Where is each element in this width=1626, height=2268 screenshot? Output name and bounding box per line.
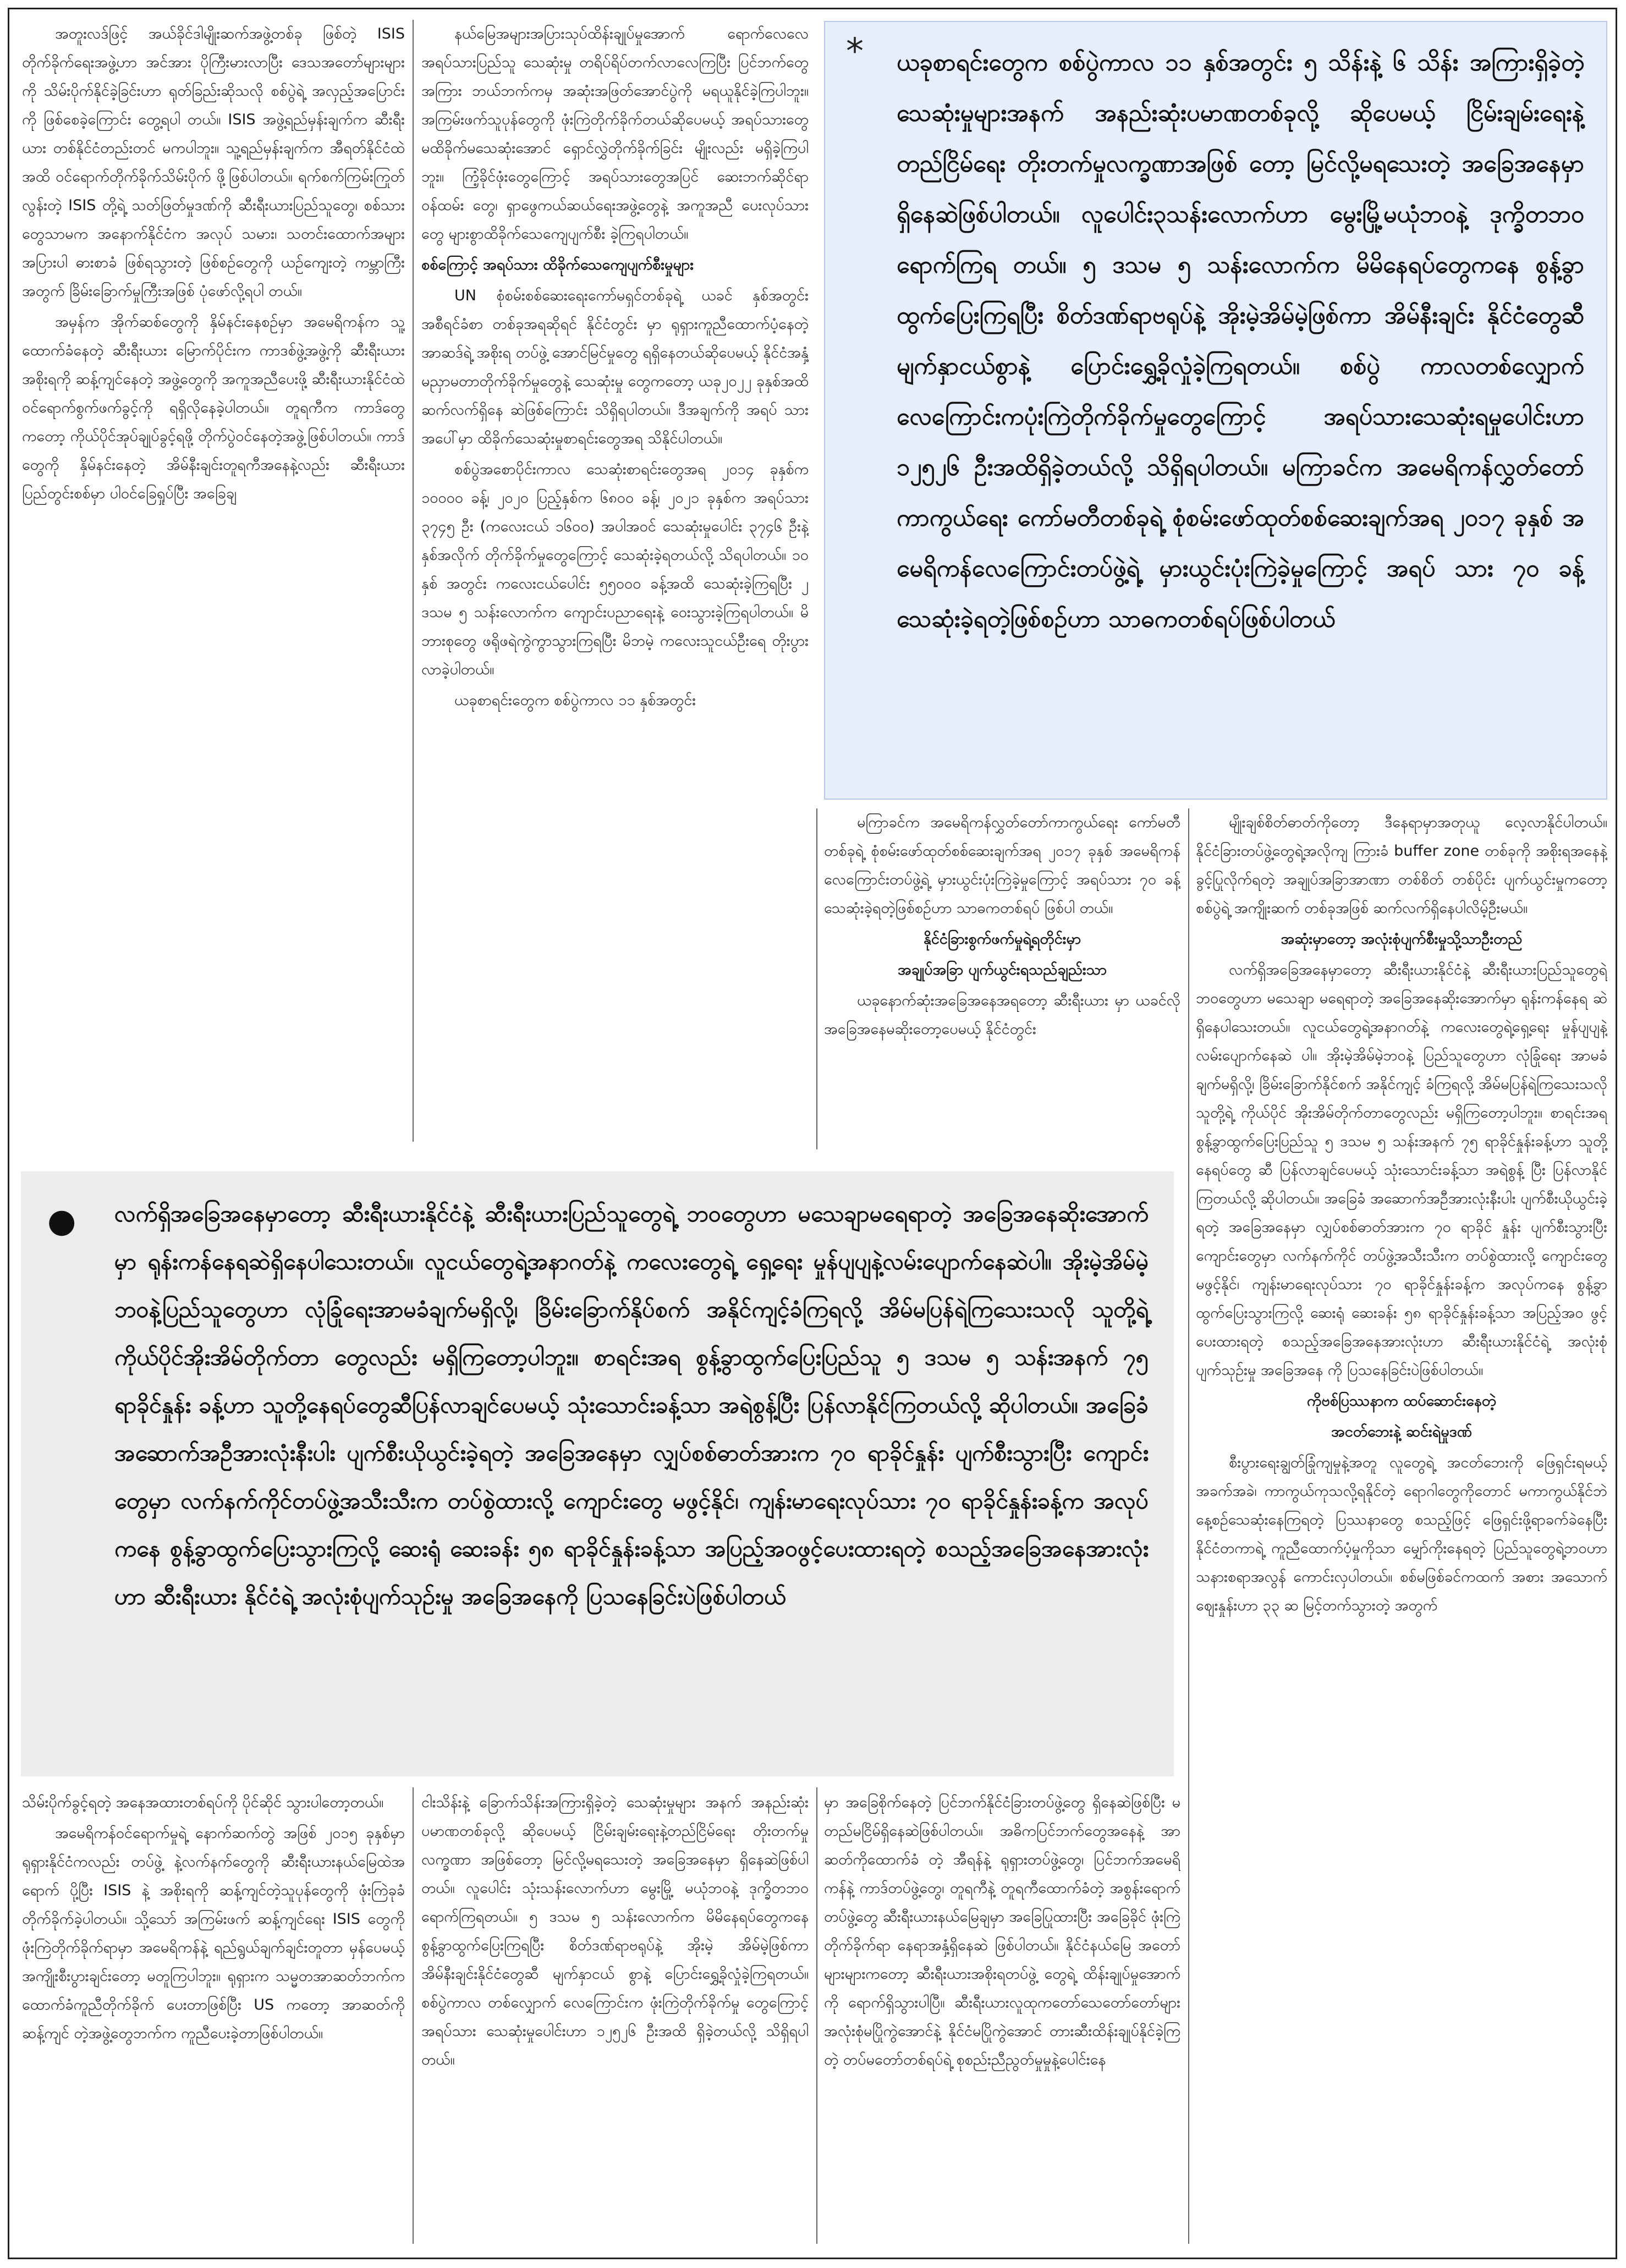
paragraph: အတူးလဒ်ဖြင့် အယ်ခိုင်ဒါမျိုးဆက်အဖွဲ့တစ်ခု ဖြစ်တဲ့ ISIS တိုက်ခိုက်ရေးအဖွဲ့ဟာ အင်အား ပိုကြီးမားလာပြီး ဒေသအတော်များများကို သိမ်းပိုက်နိုင်ခဲ့ခြင်းဟာ ရုတ်ခြည်းဆိုသလို စစ်ပွဲရဲ့ အလှည့်အပြောင်းကို ဖြစ်စေခဲ့ကြောင်း တွေ့ရပါ တယ်။ ISIS အဖွဲ့ရည်မှန်းချက်က ဆီးရီးယား တစ်နိုင်ငံတည်းတင် မကပါဘူး။ သူ့ရည်မှန်းချက်က အီရတ်နိုင်ငံထဲအထိ ဝင်ရောက်တိုက်ခိုက်သိမ်းပိုက် ဖို့ဖြစ်ပါတယ်။ ရက်စက်ကြမ်းကြုတ်လွန်းတဲ့ ISIS တို့ရဲ့ သတ်ဖြတ်မှုဒဏ်ကို ဆီးရီးယားပြည်သူတွေ၊ စစ်သားတွေသာမက အနောက်နိုင်ငံက အလုပ် သမား၊ သတင်းထောက်အများအပြားပါ ဓားစာခံ ဖြစ်ရသွားတဲ့ ဖြစ်စဉ်တွေကို ယဉ်ကျေးတဲ့ ကမ္ဘာကြီး အတွက် ခြိမ်းခြောက်မှုကြီးအဖြစ် ပုံဖော်လို့ရပါ တယ်။ (22, 25, 405, 300)
paragraph: UN စုံစမ်းစစ်ဆေးရေးကော်မရှင်တစ်ခုရဲ့ ယခင် နှစ်အတွင်း အစီရင်ခံစာ တစ်ခုအရဆိုရင် နိုင်ငံတွင်း မှာ ရုရှားကူညီထောက်ပံ့နေတဲ့ အာဆဒ်ရဲ့ အစိုးရ တပ်ဖွဲ့ အောင်မြင်မှုတွေ ရရှိနေတယ်ဆိုပေမယ့် နိုင်ငံအနှံ့ မညှာမတာတိုက်ခိုက်မှုတွေနဲ့ သေဆုံးမှု တွေကတော့ ယခု၂၀၂၂ ခုနှစ်အထိ ဆက်လက်ရှိနေ ဆဲဖြစ်ကြောင်း သိရှိရပါတယ်။ ဒီအချက်ကို အရပ် သားအပေါ်မှာ ထိခိုက်သေဆုံးမှုစာရင်းတွေအရ သိနိုင်ပါတယ်။ (421, 287, 809, 447)
paragraph: လက်ရှိအခြေအနေမှာတော့ ဆီးရီးယားနိုင်ငံနဲ့ ဆီးရီးယားပြည်သူတွေရဲ့ ဘဝတွေဟာ မသေချာ မရေရာတဲ့ အခြေအနေဆိုးအောက်မှာ ရုန်းကန်နေရ ဆဲရှိနေပါသေးတယ်။ လူငယ်တွေရဲ့အနာဂတ်နဲ့ ကလေးတွေရဲ့ရှေ့ရေး မှုန်ပျပျနဲ့လမ်းပျောက်နေဆဲ ပါ။ အိုးမဲ့အိမ်မဲ့ဘဝနဲ့ ပြည်သူတွေဟာ လုံခြုံရေး အာမခံချက်မရှိလို့၊ ခြိမ်းခြောက်နိုင်စက် အနိုင်ကျင့် ခံကြရလို့ အိမ်မပြန်ရဲကြသေးသလို သူတို့ရဲ့ ကိုယ်ပိုင် အိုးအိမ်တိုက်တာတွေလည်း မရှိကြတော့ပါဘူး။ စာရင်းအရ စွန့်ခွာထွက်ပြေးပြည်သူ ၅ ဒသမ ၅ သန်းအနက် ၇၅ ရာခိုင်နှုန်းခန့်ဟာ သူတို့နေရပ်တွေ ဆီ ပြန်လာချင်ပေမယ့် သုံးသောင်းခန့်သာ အရဲစွန့် ပြီး ပြန်လာနိုင်ကြတယ်လို့ ဆိုပါတယ်။ အခြေခံ အဆောက်အဦအားလုံးနီးပါး ပျက်စီးယိုယွင်းခဲ့ရတဲ့ အခြေအနေမှာ လျှပ်စစ်ဓာတ်အားက ၇၀ ရာခိုင် နှုန်း ပျက်စီးသွားပြီး ကျောင်းတွေမှာ လက်နက်ကိုင် တပ်ဖွဲ့အသီးသီးက တပ်စွဲထားလို့ ကျောင်းတွေ မဖွင့်နိုင်၊ ကျန်းမာရေးလုပ်သား ၇၀ ရာခိုင်နှုန်းခန့်က အလုပ်ကနေ စွန့်ခွာထွက်ပြေးသွားကြလို့ ဆေးရုံ ဆေးခန်း ၅၈ ရာခိုင်နှုန်းခန့်သာ အပြည့်အဝ ဖွင့်ပေးထားရတဲ့ စသည့်အခြေအနေအားလုံးဟာ ဆီးရီးယားနိုင်ငံရဲ့ အလုံးစုံပျက်သုဉ်းမှု အခြေအနေ ကို ပြသနေခြင်းပဲဖြစ်ပါတယ်။ (1196, 961, 1607, 1379)
article-column-2-bottom (421, 1788, 809, 2245)
column-rule (413, 1787, 414, 2244)
paragraph: ငါးသိန်းနဲ့ ခြောက်သိန်းအကြားရှိခဲ့တဲ့ သေဆုံးမှုများ အနက် အနည်းဆုံးပမာဏတစ်ခုလို့ ဆိုပေမယ့် ငြိမ်းချမ်းရေးနဲ့တည်ငြိမ်ရေး တိုးတက်မှုလက္ခဏာ အဖြစ်တော့ မြင်လို့မရသေးတဲ့ အခြေအနေမှာ ရှိနေဆဲဖြစ်ပါတယ်။ လူပေါင်း သုံးသန်းလောက်ဟာ မွေးမြို့ မယုံဘဝနဲ့ ဒုက္ခိတဘဝရောက်ကြရတယ်။ ၅ ဒသမ ၅ သန်းလောက်က မိမိနေရပ်တွေကနေ စွန့်ခွာထွက်ပြေးကြရပြီး စိတ်ဒဏ်ရာဗရုပ်နဲ့ အိုးမဲ့ အိမ်မဲ့ဖြစ်ကာ အိမ်နီးချင်းနိုင်ငံတွေဆီ မျက်နှာငယ် စွာနဲ့ ပြောင်းရွှေ့ခိုလှုံခဲ့ကြရတယ်။ စစ်ပွဲကာလ တစ်လျှောက် လေကြောင်းက ဖုံးကြဲတိုက်ခိုက်မှု တွေကြောင့် အရပ်သား သေဆုံးမှုပေါင်းဟာ ၁၂၅၂၆ ဦးအထိ ရှိခဲ့တယ်လို့ သိရှိရပါတယ်။ (421, 1794, 809, 2068)
paragraph: အမှန်က အိုက်ဆစ်တွေကို နှိမ်နင်းနေစဉ်မှာ အမေရိကန်က သူ့ထောက်ခံနေတဲ့ ဆီးရီးယား မြောက်ပိုင်းက ကာဒစ်ဖွဲ့အဖွဲ့ကို ဆီးရီးယားအစိုးရကို ဆန့်ကျင်နေတဲ့ အဖွဲ့တွေကို အကူအညီပေးဖို့ ဆီးရီးယားနိုင်ငံထဲ ဝင်ရောက်စွက်ဖက်ခွင့်ကို ရရှိလိုနေခဲ့ပါတယ်။ တူရကီက ကာဒ်တွေကတော့ ကိုယ်ပိုင်အုပ်ချုပ်ခွင့်ရဖို့ တိုက်ပွဲဝင်နေတဲ့အဖွဲ့ဖြစ်ပါတယ်။ ကာဒ်တွေကို နှိမ်နင်းနေတဲ့ အိမ်နီးချင်းတူရကီအနေနဲ့လည်း ဆီးရီးယားပြည်တွင်းစစ်မှာ ပါဝင်ခြေရှုပ်ပြီး အခြေချ (22, 313, 405, 502)
section-subhead: အဆုံးမှာတော့ အလုံးစုံပျက်စီးမှုသို့သာဦးတည် (1281, 931, 1523, 948)
section-subhead: အငတ်ဘေးနဲ့ ဆင်းရဲမှုဒဏ် (1331, 1423, 1473, 1440)
highlight-quote-text: ယခုစာရင်းတွေက စစ်ပွဲကာလ ၁၁ နှစ်အတွင်း ၅ သိန်းနဲ့ ၆ သိန်း အကြားရှိခဲ့တဲ့ သေဆုံးမှုများအနက် အနည်းဆုံးပမာဏတစ်ခုလို့ ဆိုပေမယ့် ငြိမ်းချမ်းရေးနဲ့တည်ငြိမ်ရေး တိုးတက်မှုလက္ခဏာအဖြစ် တော့ မြင်လို့မရသေးတဲ့ အခြေအနေမှာ ရှိနေဆဲဖြစ်ပါတယ်။ လူပေါင်း၃သန်းလောက်ဟာ မွေးမြို့မယုံဘဝနဲ့ ဒုက္ခိတဘဝရောက်ကြရ တယ်။ ၅ ဒသမ ၅ သန်းလောက်က မိမိနေရပ်တွေကနေ စွန့်ခွာ ထွက်ပြေးကြရပြီး စိတ်ဒဏ်ရာဗရုပ်နဲ့ အိုးမဲ့အိမ်မဲ့ဖြစ်ကာ အိမ်နီးချင်း နိုင်ငံတွေဆီ မျက်နှာငယ်စွာနဲ့ ပြောင်းရွှေ့ခိုလှုံခဲ့ကြရတယ်။ စစ်ပွဲ ကာလတစ်လျှောက် လေကြောင်းကပုံးကြဲတိုက်ခိုက်မှုတွေကြောင့် အရပ်သားသေဆုံးရမှုပေါင်းဟာ ၁၂၅၂၆ ဦးအထိရှိခဲ့တယ်လို့ သိရှိရပါတယ်။ မကြာခင်က အမေရိကန်လွှတ်တော်ကာကွယ်ရေး ကော်မတီတစ်ခုရဲ့ စုံစမ်းဖော်ထုတ်စစ်ဆေးချက်အရ ၂၀၁၇ ခုနှစ် အမေရိကန်လေကြောင်းတပ်ဖွဲ့ရဲ့ မှားယွင်းပုံးကြဲခဲ့မှုကြောင့် အရပ် သား ၇၀ ခန့် သေဆုံးခဲ့ရတဲ့ဖြစ်စဉ်ဟာ သာဓကတစ်ရပ်ဖြစ်ပါတယ် (897, 49, 1584, 633)
paragraph: သိမ်းပိုက်ခွင့်ရတဲ့ အနေအထားတစ်ရပ်ကို ပိုင်ဆိုင် သွားပါတော့တယ်။ (22, 1794, 384, 1811)
paragraph: နယ်မြေအများအပြားသုပ်ထိန်းချုပ်မှုအောက် ရောက်လေလေ အရပ်သားပြည်သူ သေဆုံးမှု တရိပ်ရိပ်တက်လာလေကြပြီး ပြင်ဘက်တွေ အကြား ဘယ်ဘက်ကမှ အဆုံးအဖြတ်အောင်ပွဲကို မရယူနိုင်ခဲ့ကြပါဘူး။ အကြမ်းဖက်သူပုန်တွေကို ဖုံးကြဲတိုက်ခိုက်တယ်ဆိုပေမယ့် အရပ်သားတွေ မထိခိုက်မသေဆုံးအောင် ရှောင်လွှဲတိုက်ခိုက်ခြင်း မျိုးလည်း မရှိခဲ့ကြပါဘူး။ ကြံ့ခိုင်ဖုံးတွေကြောင့် အရပ်သားတွေအပြင် ဆေးဘက်ဆိုင်ရာ ဝန်ထမ်း တွေ၊ ရှာဖွေကယ်ဆယ်ရေးအဖွဲ့တွေနဲ့ အကူအညီ ပေးလုပ်သားတွေ များစွာထိခိုက်သေကျေပျက်စီး ခဲ့ကြရပါတယ်။ (421, 25, 809, 243)
paragraph: စီးပွားရေးချွတ်ခြုံကျမှုနဲ့အတူ လူတွေရဲ့ အငတ်ဘေးကို ဖြေရှင်းရမယ့် အခက်အခဲ၊ ကာကွယ်ကုသလို့ရနိုင်တဲ့ ရောဂါတွေကိုတောင် မကာကွယ်နိုင်ဘဲ နေ့စဉ်သေဆုံးနေကြရတဲ့ ပြဿနာတွေ စသည့်ဖြင့် ဖြေရှင်းဖို့ရာခက်ခဲနေပြီး နိုင်ငံတကာရဲ့ ကူညီထောက်ပံ့မှုကိုသာ မျှော်ကိုးနေရတဲ့ ပြည်သူတွေရဲ့ဘဝဟာ သနားစရာအလွန် ကောင်းလှပါတယ်။ စစ်မဖြစ်ခင်ကထက် အစား အသောက်ဈေးနှုန်းဟာ ၃၃ ဆ မြင့်တက်သွားတဲ့ အတွက် (1196, 1454, 1607, 1614)
column-rule (816, 1787, 817, 2244)
highlight-quote-box (824, 21, 1607, 800)
paragraph: အမေရိကန်ဝင်ရောက်မှုရဲ့ နောက်ဆက်တွဲ အဖြစ် ၂၀၁၅ ခုနှစ်မှာ ရုရှားနိုင်ငံကလည်း တပ်ဖွဲ့ နဲ့လက်နက်တွေကို ဆီးရီးယားနယ်မြေထဲအရောက် ပို့ပြီး ISIS နဲ့ အစိုးရကို ဆန့်ကျင်တဲ့သူပုန်တွေကို ဖုံးကြဲခုခံတိုက်ခိုက်ခဲ့ပါတယ်။ သို့သော် အကြမ်းဖက် ဆန့်ကျင်ရေး ISIS တွေကို ဖုံးကြဲတိုက်ခိုက်ရာမှာ အမေရိကန်နဲ့ ရည်ရွယ်ချက်ချင်းတူတာ မှန်ပေမယ့် အကျိုးစီးပွားချင်းတော့ မတူကြပါဘူး။ ရုရှားက သမ္မတအာဆတ်ဘက်က ထောက်ခံကူညီတိုက်ခိုက် ပေးတာဖြစ်ပြီး US ကတော့ အာဆတ်ကိုဆန့်ကျင် တဲ့အဖွဲ့တွေဘက်က ကူညီပေးခဲ့တာဖြစ်ပါတယ်။ (22, 1825, 405, 2042)
column-rule (1188, 808, 1189, 2244)
section-subhead: အချုပ်အခြာ ပျက်ယွင်းရသည်ချည်းသာ (898, 961, 1107, 978)
article-column-3-bottom (824, 1788, 1180, 2245)
article-column-3-mid (824, 808, 1180, 1149)
paragraph: စစ်ပွဲအစောပိုင်းကာလ သေဆုံးစာရင်းတွေအရ ၂၀၁၄ ခုနှစ်က ၁၀၀၀၀ ခန့်၊ ၂၀၂၀ ပြည့်နှစ်က ၆၈၀၀ ခန့်၊ ၂၀၂၁ ခုနှစ်က အရပ်သား ၃၇၄၅ ဦး (ကလေးငယ် ၁၆၀၀) အပါအဝင် သေဆုံးမှုပေါင်း ၃၇၄၆ ဦးနဲ့ နှစ်အလိုက် တိုက်ခိုက်မှုတွေကြောင့် သေဆုံးခဲ့ရတယ်လို့ သိရပါတယ်။ ၁၀ နှစ် အတွင်း ကလေးငယ်ပေါင်း ၅၅၀၀၀ ခန့်အထိ သေဆုံးခဲ့ကြရပြီး ၂ ဒသမ ၅ သန်းလောက်က ကျောင်းပညာရေးနဲ့ ဝေးသွားခဲ့ကြရပါတယ်။ မိဘားစုတွေ ဖရိုဖရဲကွဲကွာသွားကြရပြီး မိဘမဲ့ ကလေးသူငယ်ဦးရေ တိုးပွားလာခဲ့ပါတယ်။ (421, 461, 809, 678)
paragraph: မကြာခင်က အမေရိကန်လွှတ်တော်ကာကွယ်ရေး ကော်မတီတစ်ခုရဲ့ စုံစမ်းဖော်ထုတ်စစ်ဆေးချက်အရ ၂၀၁၇ ခုနှစ် အမေရိကန်လေကြောင်းတပ်ဖွဲ့ရဲ့ မှားယွင်းပုံးကြဲခဲ့မှုကြောင့် အရပ်သား ၇၀ ခန့် သေဆုံးခဲ့ရတဲ့ဖြစ်စဉ်ဟာ သာဓကတစ်ရပ် ဖြစ်ပါ တယ်။ (824, 814, 1180, 917)
article-column-2-top (421, 20, 809, 1153)
article-column-4 (1196, 808, 1607, 2244)
column-rule (413, 20, 414, 1142)
section-subhead: စစ်ကြောင့် အရပ်သား ထိခိုက်သေကျေပျက်စီးမှုများ (421, 256, 694, 273)
paragraph: ယခုစာရင်းတွေက စစ်ပွဲကာလ ၁၁ နှစ်အတွင်း (454, 692, 696, 709)
paragraph: မှာ အခြေစိုက်နေတဲ့ ပြင်ဘက်နိုင်ငံခြားတပ်ဖွဲ့တွေ ရှိနေဆဲဖြစ်ပြီး မတည်မငြိမ်ရှိနေဆဲဖြစ်ပါတယ်။ အဓိကပြင်ဘက်တွေအနေနဲ့ အာဆတ်ကိုထောက်ခံ တဲ့ အီရန်နဲ့ ရုရှားတပ်ဖွဲ့တွေ၊ ပြင်ဘက်အမေရိကန်နဲ့ ကာဒ်တပ်ဖွဲ့တွေ၊ တူရကီနဲ့ တူရကီထောက်ခံတဲ့ အစွန်းရောက်တပ်ဖွဲ့တွေ ဆီးရီးယားနယ်မြေချမှာ အခြေပြုထားပြီး အခြေခိုင် ဖုံးကြဲတိုက်ခိုက်ရာ နေရာအနှံ့ရှိနေဆဲ ဖြစ်ပါတယ်။ နိုင်ငံနယ်မြေ အတော်များများကတော့ ဆီးရီးယားအစိုးရတပ်ဖွဲ့ တွေရဲ့ ထိန်းချုပ်မှုအောက်ကို ရောက်ရှိသွားပါပြီ။ ဆီးရီးယားလူထုကတော်သေတော်တော်များ အလုံးစုံမပြိုကွဲအောင်နဲ့ နိုင်ငံမပြိုကွဲအောင် တားဆီးထိန်းချုပ်နိုင်ခဲ့ကြတဲ့ တပ်မတော်တစ်ရပ်ရဲ့ စုစည်းညီညွတ်မှုမှုနဲ့ပေါင်းနေ (824, 1794, 1180, 2068)
paragraph: မျိုးချစ်စိတ်ဓာတ်ကိုတော့ ဒီနေရာမှာအတုယူ လေ့လာနိုင်ပါတယ်။ နိုင်ငံခြားတပ်ဖွဲ့တွေရဲ့အလိုကျ ကြားခံ buffer zone တစ်ခုကို အစိုးရအနေနဲ့ ခွင့်ပြုလိုက်ရတဲ့ အချုပ်အခြာအာဏာ တစ်စိတ် တစ်ပိုင်း ပျက်ယွင်းမှုကတော့ စစ်ပွဲရဲ့ အကျိုးဆက် တစ်ခုအဖြစ် ဆက်လက်ရှိနေပါလိမ့်ဦးမယ်။ (1196, 814, 1607, 917)
bullet-icon: ● (47, 1202, 76, 1240)
column-rule (816, 808, 817, 1149)
section-subhead: ကိုဗစ်ပြဿနာက ထပ်ဆောင်းနေတဲ့ (1306, 1392, 1497, 1410)
article-column-1-bottom (22, 1788, 405, 2245)
section-subhead: နိုင်ငံခြားစွက်ဖက်မှုရဲ့ရတိုင်းမှာ (923, 931, 1081, 948)
pull-quote-text: လက်ရှိအခြေအနေမှာတော့ ဆီးရီးယားနိုင်ငံနဲ့ ဆီးရီးယားပြည်သူတွေရဲ့ ဘဝတွေဟာ မသေချာမရေရာတဲ့ အခြေအနေဆိုးအောက်မှာ ရုန်းကန်နေရဆဲရှိနေပါသေးတယ်။ လူငယ်တွေရဲ့အနာဂတ်နဲ့ ကလေးတွေရဲ့ ရှေ့ရေး မှုန်ပျပျနဲ့လမ်းပျောက်နေဆဲပါ။ အိုးမဲ့အိမ်မဲ့ဘဝနဲ့ပြည်သူတွေဟာ လုံခြုံရေးအာမခံချက်မရှိလို့၊ ခြိမ်းခြောက်နိုပ်စက် အနိုင်ကျင့်ခံကြရလို့ အိမ်မပြန်ရဲကြသေးသလို သူတို့ရဲ့ကိုယ်ပိုင်အိုးအိမ်တိုက်တာ တွေလည်း မရှိကြတော့ပါဘူး။ စာရင်းအရ စွန့်ခွာထွက်ပြေးပြည်သူ ၅ ဒသမ ၅ သန်းအနက် ၇၅ ရာခိုင်နှုန်း ခန့်ဟာ သူတို့နေရပ်တွေဆီပြန်လာချင်ပေမယ့် သုံးသောင်းခန့်သာ အရဲစွန့်ပြီး ပြန်လာနိုင်ကြတယ်လို့ ဆိုပါတယ်။ အခြေခံအဆောက်အဦအားလုံးနီးပါး ပျက်စီးယိုယွင်းခဲ့ရတဲ့ အခြေအနေမှာ လျှပ်စစ်ဓာတ်အားက ၇၀ ရာခိုင်နှုန်း ပျက်စီးသွားပြီး ကျောင်းတွေမှာ လက်နက်ကိုင်တပ်ဖွဲ့အသီးသီးက တပ်စွဲထားလို့ ကျောင်းတွေ မဖွင့်နိုင်၊ ကျန်းမာရေးလုပ်သား ၇၀ ရာခိုင်နှုန်းခန့်က အလုပ်ကနေ စွန့်ခွာထွက်ပြေးသွားကြလို့ ဆေးရုံ ဆေးခန်း ၅၈ ရာခိုင်နှုန်းခန့်သာ အပြည့်အဝဖွင့်ပေးထားရတဲ့ စသည့်အခြေအနေအားလုံးဟာ ဆီးရီးယား နိုင်ငံရဲ့ အလုံးစုံပျက်သုဉ်းမှု အခြေအနေကို ပြသနေခြင်းပဲဖြစ်ပါတယ် (114, 1201, 1149, 1610)
pull-quote-box (21, 1171, 1174, 1776)
paragraph: ယခုနောက်ဆုံးအခြေအနေအရတော့ ဆီးရီးယား မှာ ယခင်လိုအခြေအနေမဆိုးတော့ပေမယ့် နိုင်ငံတွင်း (824, 992, 1180, 1038)
article-column-1-top (22, 20, 405, 1153)
asterisk-icon: * (846, 31, 864, 72)
